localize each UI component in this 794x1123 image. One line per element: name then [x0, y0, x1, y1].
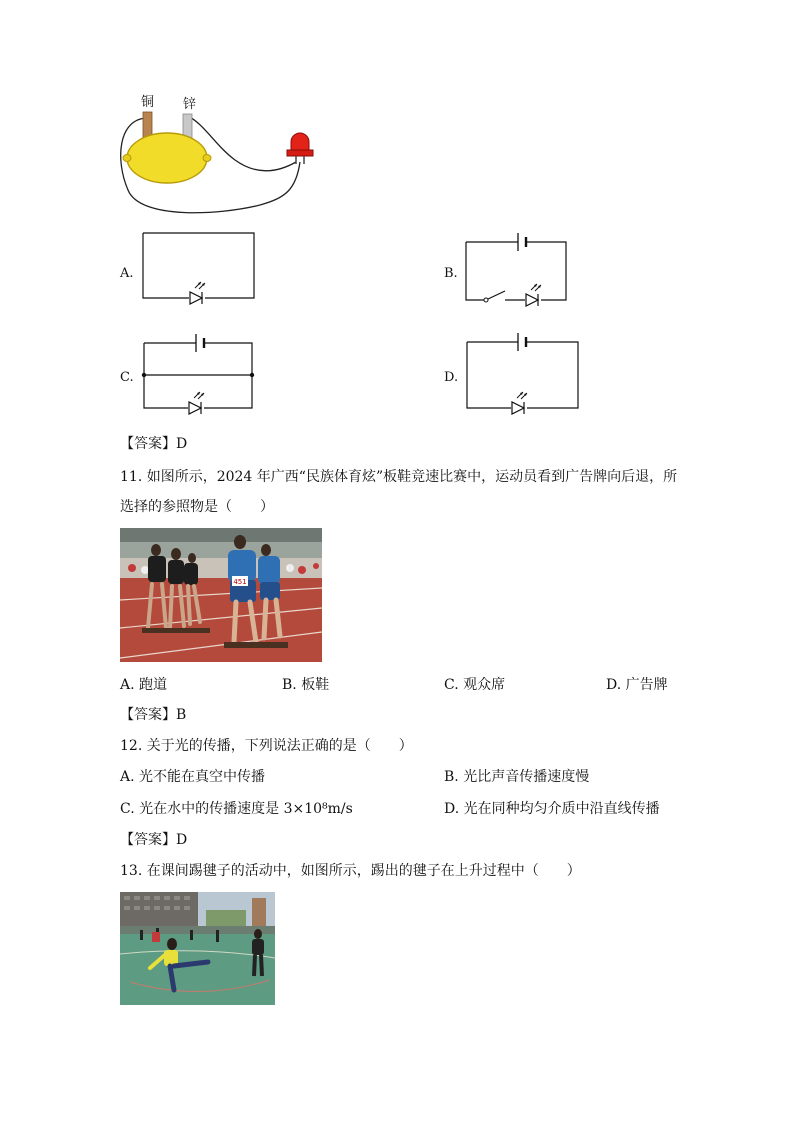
q11-option-b: B. 板鞋	[282, 677, 330, 693]
option-d-label: D.	[444, 370, 459, 385]
q11-answer: 【答案】B	[120, 707, 187, 723]
option-b-label: B.	[444, 266, 458, 281]
q10-answer: 【答案】D	[120, 436, 188, 452]
q12-option-b: B. 光比声音传播速度慢	[444, 769, 590, 785]
circuit-c	[142, 334, 254, 414]
bib-number: 451	[233, 578, 247, 586]
q11-option-c: C. 观众席	[444, 677, 506, 693]
option-c-label: C.	[120, 370, 134, 385]
q11-stem-line2: 选择的参照物是（ ）	[120, 499, 274, 515]
zinc-label: 锌	[183, 97, 197, 112]
q12-option-c: C. 光在水中的传播速度是 3×10⁸m/s	[120, 801, 353, 817]
circuit-d	[467, 333, 578, 414]
option-a-label: A.	[120, 266, 134, 281]
copper-label: 铜	[141, 95, 155, 110]
q12-stem: 12. 关于光的传播，下列说法正确的是（ ）	[120, 738, 413, 754]
q13-stem: 13. 在课间踢毽子的活动中，如图所示，踢出的毽子在上升过程中（ ）	[120, 863, 581, 879]
board-shoe-race-photo	[120, 528, 322, 662]
circuit-a	[143, 233, 254, 304]
q11-option-d: D. 广告牌	[606, 677, 668, 693]
q12-option-d: D. 光在同种均匀介质中沿直线传播	[444, 801, 660, 817]
shuttlecock-kicking-photo	[120, 892, 275, 1005]
q12-option-a: A. 光不能在真空中传播	[120, 769, 266, 785]
q12-answer: 【答案】D	[120, 832, 188, 848]
circuit-b	[466, 233, 566, 306]
q11-option-a: A. 跑道	[120, 677, 168, 693]
q11-stem-line1: 11. 如图所示，2024 年广西“民族体育炫”板鞋竞速比赛中，运动员看到广告牌向后退，所	[120, 469, 678, 485]
